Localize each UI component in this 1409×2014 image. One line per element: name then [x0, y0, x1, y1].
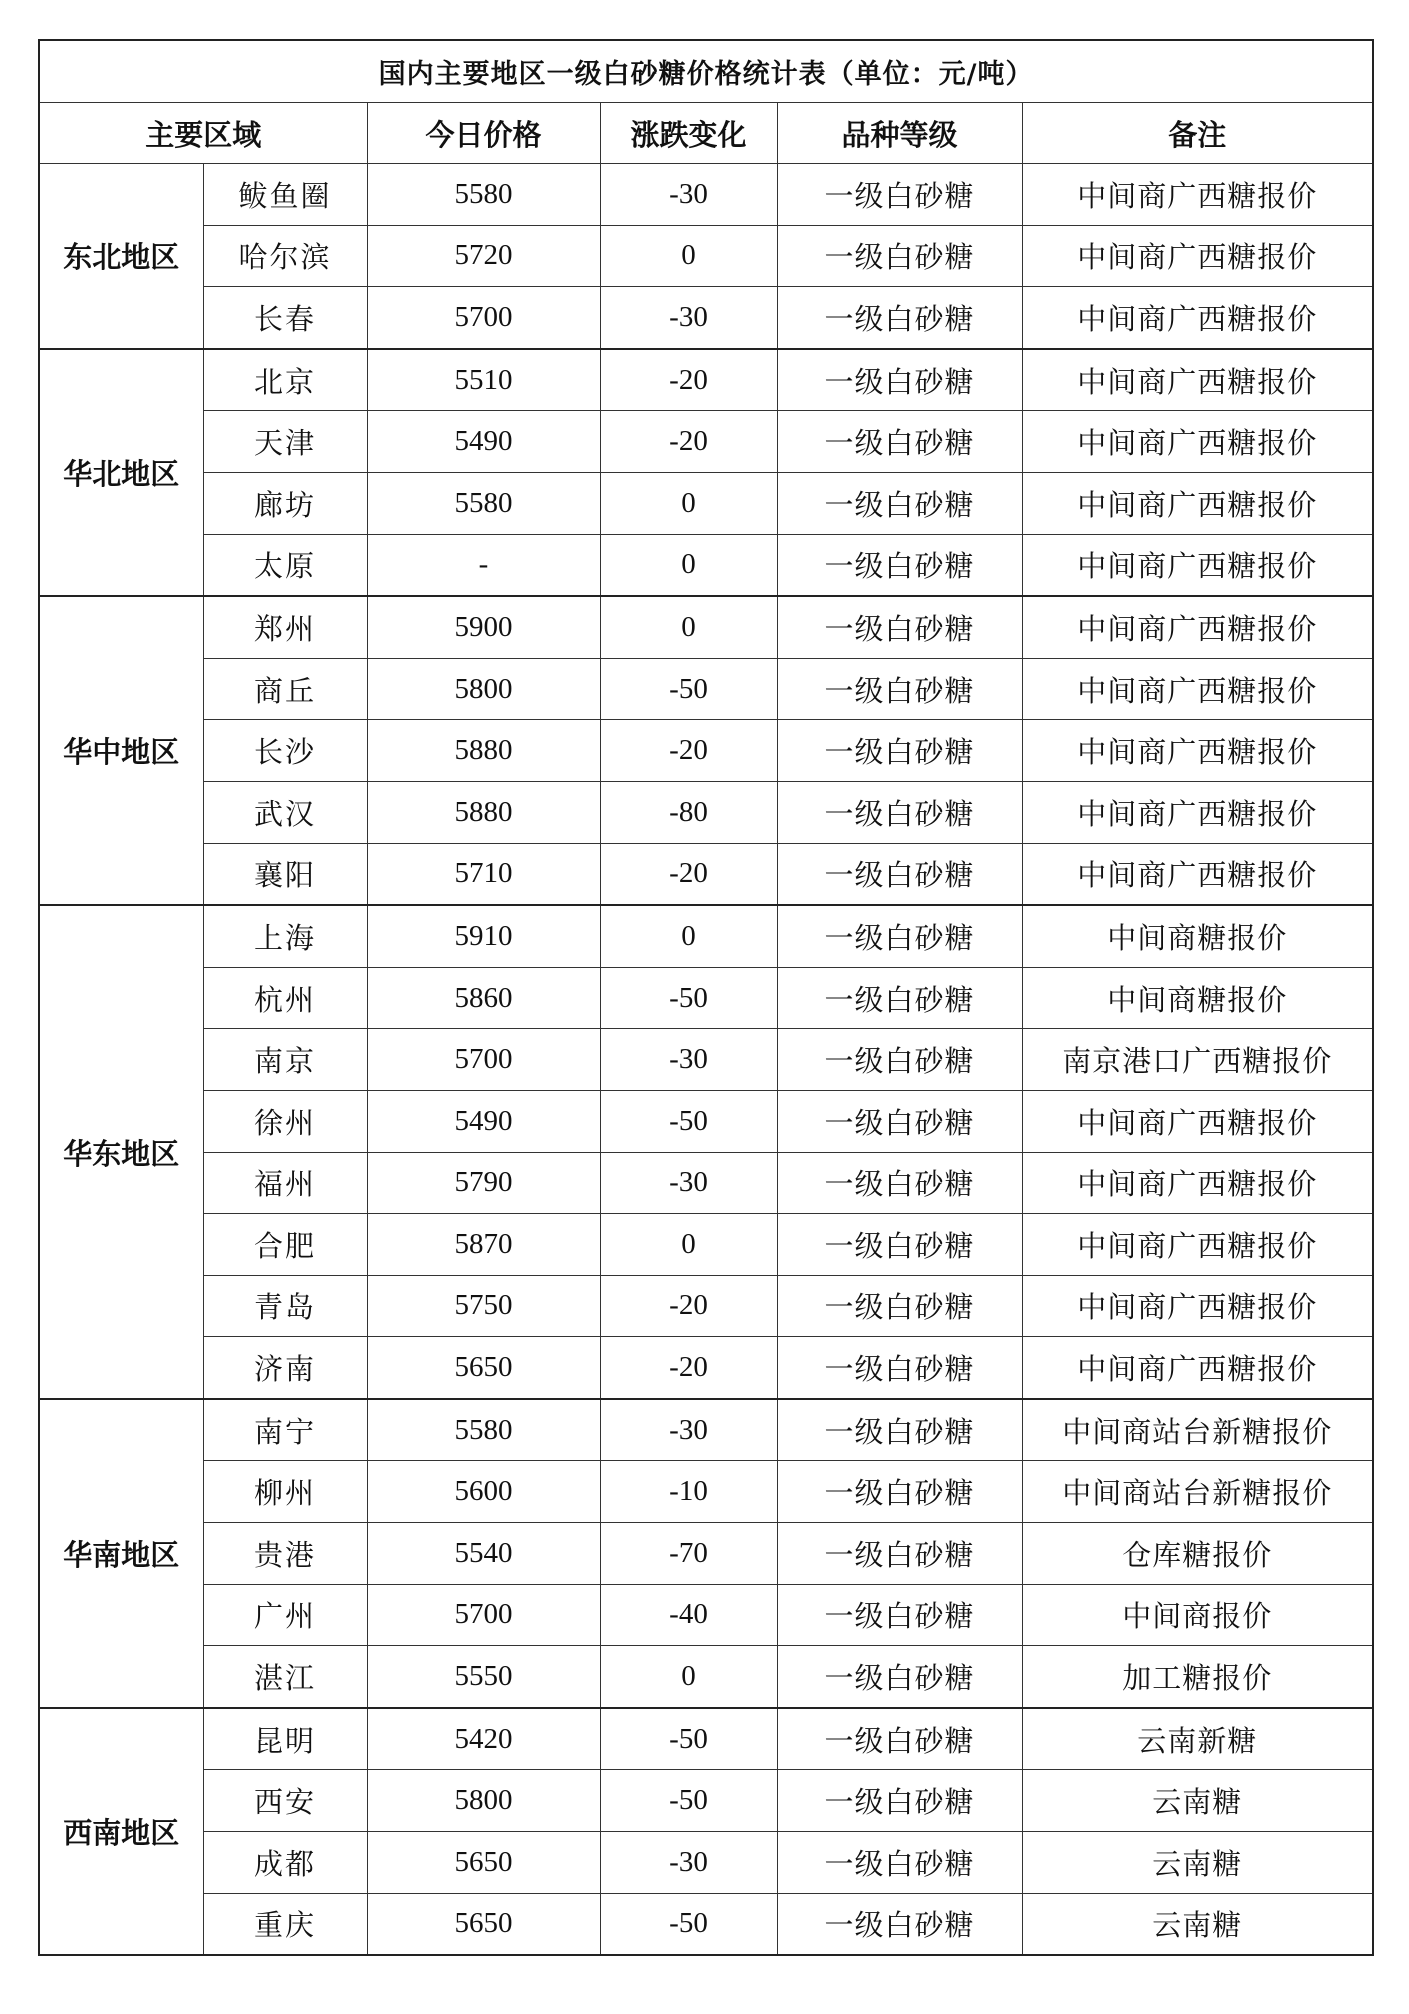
change-value: 0	[600, 534, 777, 596]
change-value: -50	[600, 1708, 777, 1770]
price-value: 5800	[367, 1770, 600, 1832]
price-value: 5910	[367, 905, 600, 967]
city-name: 长沙	[203, 720, 367, 782]
price-value: 5700	[367, 1584, 600, 1646]
city-name: 合肥	[203, 1214, 367, 1276]
grade-value: 一级白砂糖	[777, 1893, 1022, 1955]
price-value: 5490	[367, 1090, 600, 1152]
change-value: -20	[600, 843, 777, 905]
change-value: -30	[600, 287, 777, 349]
note-value: 中间商站台新糖报价	[1022, 1461, 1373, 1523]
note-value: 云南糖	[1022, 1893, 1373, 1955]
price-value: 5720	[367, 225, 600, 287]
grade-value: 一级白砂糖	[777, 1584, 1022, 1646]
table-row	[39, 1029, 1373, 1091]
change-value: 0	[600, 225, 777, 287]
note-value: 中间商广西糖报价	[1022, 720, 1373, 782]
grade-value: 一级白砂糖	[777, 1275, 1022, 1337]
grade-value: 一级白砂糖	[777, 1337, 1022, 1399]
city-name: 成都	[203, 1832, 367, 1894]
price-value: 5540	[367, 1523, 600, 1585]
header-region: 主要区域	[39, 103, 367, 164]
grade-value: 一级白砂糖	[777, 1770, 1022, 1832]
change-value: 0	[600, 472, 777, 534]
grade-value: 一级白砂糖	[777, 781, 1022, 843]
city-name: 柳州	[203, 1461, 367, 1523]
city-name: 济南	[203, 1337, 367, 1399]
price-value: -	[367, 534, 600, 596]
note-value: 中间商广西糖报价	[1022, 843, 1373, 905]
table-row	[39, 1770, 1373, 1832]
note-value: 中间商广西糖报价	[1022, 225, 1373, 287]
note-value: 仓库糖报价	[1022, 1523, 1373, 1585]
price-value: 5880	[367, 781, 600, 843]
change-value: -50	[600, 967, 777, 1029]
note-value: 中间商广西糖报价	[1022, 1214, 1373, 1276]
note-value: 云南新糖	[1022, 1708, 1373, 1770]
price-value: 5750	[367, 1275, 600, 1337]
change-value: -50	[600, 1893, 777, 1955]
city-name: 广州	[203, 1584, 367, 1646]
grade-value: 一级白砂糖	[777, 1523, 1022, 1585]
note-value: 中间商广西糖报价	[1022, 534, 1373, 596]
city-name: 鲅鱼圈	[203, 164, 367, 226]
table-row	[39, 905, 1373, 967]
grade-value: 一级白砂糖	[777, 720, 1022, 782]
table-row	[39, 781, 1373, 843]
city-name: 上海	[203, 905, 367, 967]
change-value: -50	[600, 658, 777, 720]
region-name: 华南地区	[39, 1399, 203, 1708]
change-value: -30	[600, 1832, 777, 1894]
city-name: 昆明	[203, 1708, 367, 1770]
city-name: 哈尔滨	[203, 225, 367, 287]
table-row	[39, 1523, 1373, 1585]
change-value: -30	[600, 164, 777, 226]
change-value: -30	[600, 1029, 777, 1091]
region-name: 东北地区	[39, 164, 203, 349]
city-name: 武汉	[203, 781, 367, 843]
city-name: 贵港	[203, 1523, 367, 1585]
note-value: 中间商广西糖报价	[1022, 1090, 1373, 1152]
table-row	[39, 349, 1373, 411]
city-name: 北京	[203, 349, 367, 411]
city-name: 福州	[203, 1152, 367, 1214]
city-name: 南宁	[203, 1399, 367, 1461]
note-value: 中间商广西糖报价	[1022, 349, 1373, 411]
table-row	[39, 658, 1373, 720]
change-value: -10	[600, 1461, 777, 1523]
table-row	[39, 967, 1373, 1029]
header-note: 备注	[1022, 103, 1373, 164]
header-grade: 品种等级	[777, 103, 1022, 164]
note-value: 中间商站台新糖报价	[1022, 1399, 1373, 1461]
change-value: 0	[600, 1214, 777, 1276]
price-value: 5710	[367, 843, 600, 905]
note-value: 中间商糖报价	[1022, 905, 1373, 967]
grade-value: 一级白砂糖	[777, 225, 1022, 287]
grade-value: 一级白砂糖	[777, 349, 1022, 411]
table-row	[39, 843, 1373, 905]
table-row	[39, 1893, 1373, 1955]
grade-value: 一级白砂糖	[777, 1461, 1022, 1523]
change-value: 0	[600, 596, 777, 658]
city-name: 长春	[203, 287, 367, 349]
grade-value: 一级白砂糖	[777, 1152, 1022, 1214]
region-name: 西南地区	[39, 1708, 203, 1955]
note-value: 中间商广西糖报价	[1022, 781, 1373, 843]
table-row	[39, 534, 1373, 596]
price-value: 5650	[367, 1337, 600, 1399]
price-value: 5510	[367, 349, 600, 411]
table-header-row	[39, 103, 1373, 164]
grade-value: 一级白砂糖	[777, 287, 1022, 349]
grade-value: 一级白砂糖	[777, 596, 1022, 658]
grade-value: 一级白砂糖	[777, 1399, 1022, 1461]
table-row	[39, 1337, 1373, 1399]
price-value: 5880	[367, 720, 600, 782]
region-name: 华东地区	[39, 905, 203, 1399]
note-value: 中间商广西糖报价	[1022, 287, 1373, 349]
table-row	[39, 1090, 1373, 1152]
note-value: 加工糖报价	[1022, 1646, 1373, 1708]
price-value: 5650	[367, 1893, 600, 1955]
city-name: 西安	[203, 1770, 367, 1832]
note-value: 中间商广西糖报价	[1022, 658, 1373, 720]
change-value: -20	[600, 411, 777, 473]
city-name: 太原	[203, 534, 367, 596]
grade-value: 一级白砂糖	[777, 658, 1022, 720]
city-name: 襄阳	[203, 843, 367, 905]
price-value: 5800	[367, 658, 600, 720]
change-value: -50	[600, 1770, 777, 1832]
table-row	[39, 1584, 1373, 1646]
note-value: 中间商报价	[1022, 1584, 1373, 1646]
note-value: 中间商广西糖报价	[1022, 164, 1373, 226]
table-row	[39, 411, 1373, 473]
change-value: -20	[600, 720, 777, 782]
note-value: 中间商糖报价	[1022, 967, 1373, 1029]
table-row	[39, 1461, 1373, 1523]
price-value: 5860	[367, 967, 600, 1029]
change-value: 0	[600, 905, 777, 967]
change-value: -50	[600, 1090, 777, 1152]
city-name: 天津	[203, 411, 367, 473]
city-name: 青岛	[203, 1275, 367, 1337]
city-name: 徐州	[203, 1090, 367, 1152]
table-row	[39, 1708, 1373, 1770]
city-name: 重庆	[203, 1893, 367, 1955]
table-row	[39, 287, 1373, 349]
change-value: -20	[600, 1337, 777, 1399]
note-value: 云南糖	[1022, 1770, 1373, 1832]
grade-value: 一级白砂糖	[777, 472, 1022, 534]
price-value: 5580	[367, 1399, 600, 1461]
price-value: 5490	[367, 411, 600, 473]
region-name: 华中地区	[39, 596, 203, 905]
table-row	[39, 1646, 1373, 1708]
change-value: -20	[600, 349, 777, 411]
change-value: -70	[600, 1523, 777, 1585]
note-value: 南京港口广西糖报价	[1022, 1029, 1373, 1091]
note-value: 中间商广西糖报价	[1022, 1337, 1373, 1399]
change-value: -40	[600, 1584, 777, 1646]
header-change: 涨跌变化	[600, 103, 777, 164]
note-value: 云南糖	[1022, 1832, 1373, 1894]
price-value: 5700	[367, 287, 600, 349]
grade-value: 一级白砂糖	[777, 1832, 1022, 1894]
price-value: 5580	[367, 164, 600, 226]
header-price: 今日价格	[367, 103, 600, 164]
table-row	[39, 596, 1373, 658]
grade-value: 一级白砂糖	[777, 1708, 1022, 1770]
price-value: 5700	[367, 1029, 600, 1091]
grade-value: 一级白砂糖	[777, 1646, 1022, 1708]
grade-value: 一级白砂糖	[777, 967, 1022, 1029]
grade-value: 一级白砂糖	[777, 411, 1022, 473]
city-name: 郑州	[203, 596, 367, 658]
change-value: -30	[600, 1399, 777, 1461]
note-value: 中间商广西糖报价	[1022, 1275, 1373, 1337]
city-name: 廊坊	[203, 472, 367, 534]
table-row	[39, 1832, 1373, 1894]
table-title-row	[39, 40, 1373, 103]
note-value: 中间商广西糖报价	[1022, 472, 1373, 534]
table-row	[39, 1152, 1373, 1214]
price-value: 5790	[367, 1152, 600, 1214]
table-row	[39, 720, 1373, 782]
price-value: 5650	[367, 1832, 600, 1894]
city-name: 杭州	[203, 967, 367, 1029]
table-row	[39, 1275, 1373, 1337]
note-value: 中间商广西糖报价	[1022, 596, 1373, 658]
grade-value: 一级白砂糖	[777, 1214, 1022, 1276]
table-row	[39, 1399, 1373, 1461]
change-value: -30	[600, 1152, 777, 1214]
grade-value: 一级白砂糖	[777, 1090, 1022, 1152]
grade-value: 一级白砂糖	[777, 164, 1022, 226]
price-value: 5550	[367, 1646, 600, 1708]
document-page	[38, 39, 1372, 1956]
price-value: 5600	[367, 1461, 600, 1523]
table-body	[39, 164, 1373, 1956]
city-name: 南京	[203, 1029, 367, 1091]
price-value: 5870	[367, 1214, 600, 1276]
table-row	[39, 472, 1373, 534]
grade-value: 一级白砂糖	[777, 905, 1022, 967]
grade-value: 一级白砂糖	[777, 1029, 1022, 1091]
city-name: 商丘	[203, 658, 367, 720]
city-name: 湛江	[203, 1646, 367, 1708]
price-value: 5900	[367, 596, 600, 658]
note-value: 中间商广西糖报价	[1022, 411, 1373, 473]
change-value: -20	[600, 1275, 777, 1337]
change-value: 0	[600, 1646, 777, 1708]
table-row	[39, 225, 1373, 287]
change-value: -80	[600, 781, 777, 843]
note-value: 中间商广西糖报价	[1022, 1152, 1373, 1214]
grade-value: 一级白砂糖	[777, 843, 1022, 905]
price-value: 5420	[367, 1708, 600, 1770]
table-title: 国内主要地区一级白砂糖价格统计表（单位：元/吨）	[39, 40, 1373, 103]
table-row	[39, 1214, 1373, 1276]
sugar-price-table	[38, 39, 1374, 1956]
price-value: 5580	[367, 472, 600, 534]
region-name: 华北地区	[39, 349, 203, 596]
grade-value: 一级白砂糖	[777, 534, 1022, 596]
table-row	[39, 164, 1373, 226]
